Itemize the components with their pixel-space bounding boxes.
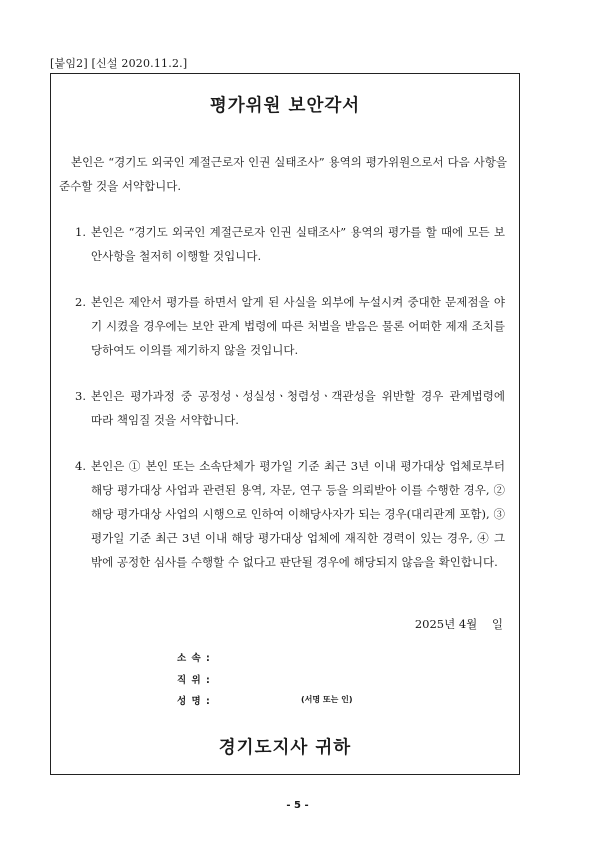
affiliation-label: 소 속 :: [177, 653, 211, 664]
pledge-item-3: [75, 384, 505, 432]
page-number: - 5 -: [286, 800, 309, 811]
item-text: 본인은 “경기도 외국인 계절근로자 인권 실태조사” 용역의 평가를 할 때에 모든 보안사항을 철저히 이행할 것입니다.: [91, 225, 505, 263]
name-label: 성 명 :: [177, 696, 211, 707]
pledge-date: 2025년 4월 일: [414, 617, 503, 631]
pledge-frame: [50, 73, 520, 775]
item-number: 4.: [75, 459, 86, 473]
item-text: 본인은 평가과정 중 공정성ㆍ성실성ㆍ청렴성ㆍ객관성을 위반할 경우 관계법령에 따라 책임질 것을 서약합니다.: [91, 389, 505, 427]
position-label: 직 위 :: [177, 675, 211, 686]
pledge-item-4: [75, 454, 505, 574]
item-number: 1.: [75, 225, 86, 239]
pledge-item-1: [75, 220, 505, 268]
intro-paragraph: 본인은 “경기도 외국인 계절근로자 인권 실태조사” 용역의 평가위원으로서 다음 사항을 준수할 것을 서약합니다.: [59, 155, 507, 193]
item-number: 3.: [75, 389, 86, 403]
document-title: 평가위원 보안각서: [209, 96, 361, 116]
item-text: 본인은 제안서 평가를 하면서 알게 된 사실을 외부에 누설시켜 중대한 문제점을 야기 시켰을 경우에는 보안 관계 법령에 따른 처벌을 받음은 물론 어떠한 제재 조치를 당하여도 이의를 제기하지 않을 것입니다.: [91, 295, 505, 357]
seal-note: (서명 또는 인): [301, 695, 353, 704]
item-text: 본인은 ① 본인 또는 소속단체가 평가일 기준 최근 3년 이내 평가대상 업체로부터 해당 평가대상 사업과 관련된 용역, 자문, 연구 등을 의뢰받아 이를 수행한 경우, ② 해당 평가대상 사업의 시행으로 인하여 이해당사자가 되는 경우(대리관계 포함), ③ 평가일 기준 최근 3년 이내 해당 평가대상 업체에 재직한 경력이 있는 경우, ④ 그 밖에 공정한 심사를 수행할 수 없다고 판단될 경우에 해당되지 않음을 확인합니다.: [91, 459, 505, 569]
item-number: 2.: [75, 295, 86, 309]
addressee: 경기도지사 귀하: [218, 738, 352, 758]
pledge-item-2: [75, 290, 505, 362]
attachment-note: [붙임2] [신설 2020.11.2.]: [50, 57, 188, 70]
